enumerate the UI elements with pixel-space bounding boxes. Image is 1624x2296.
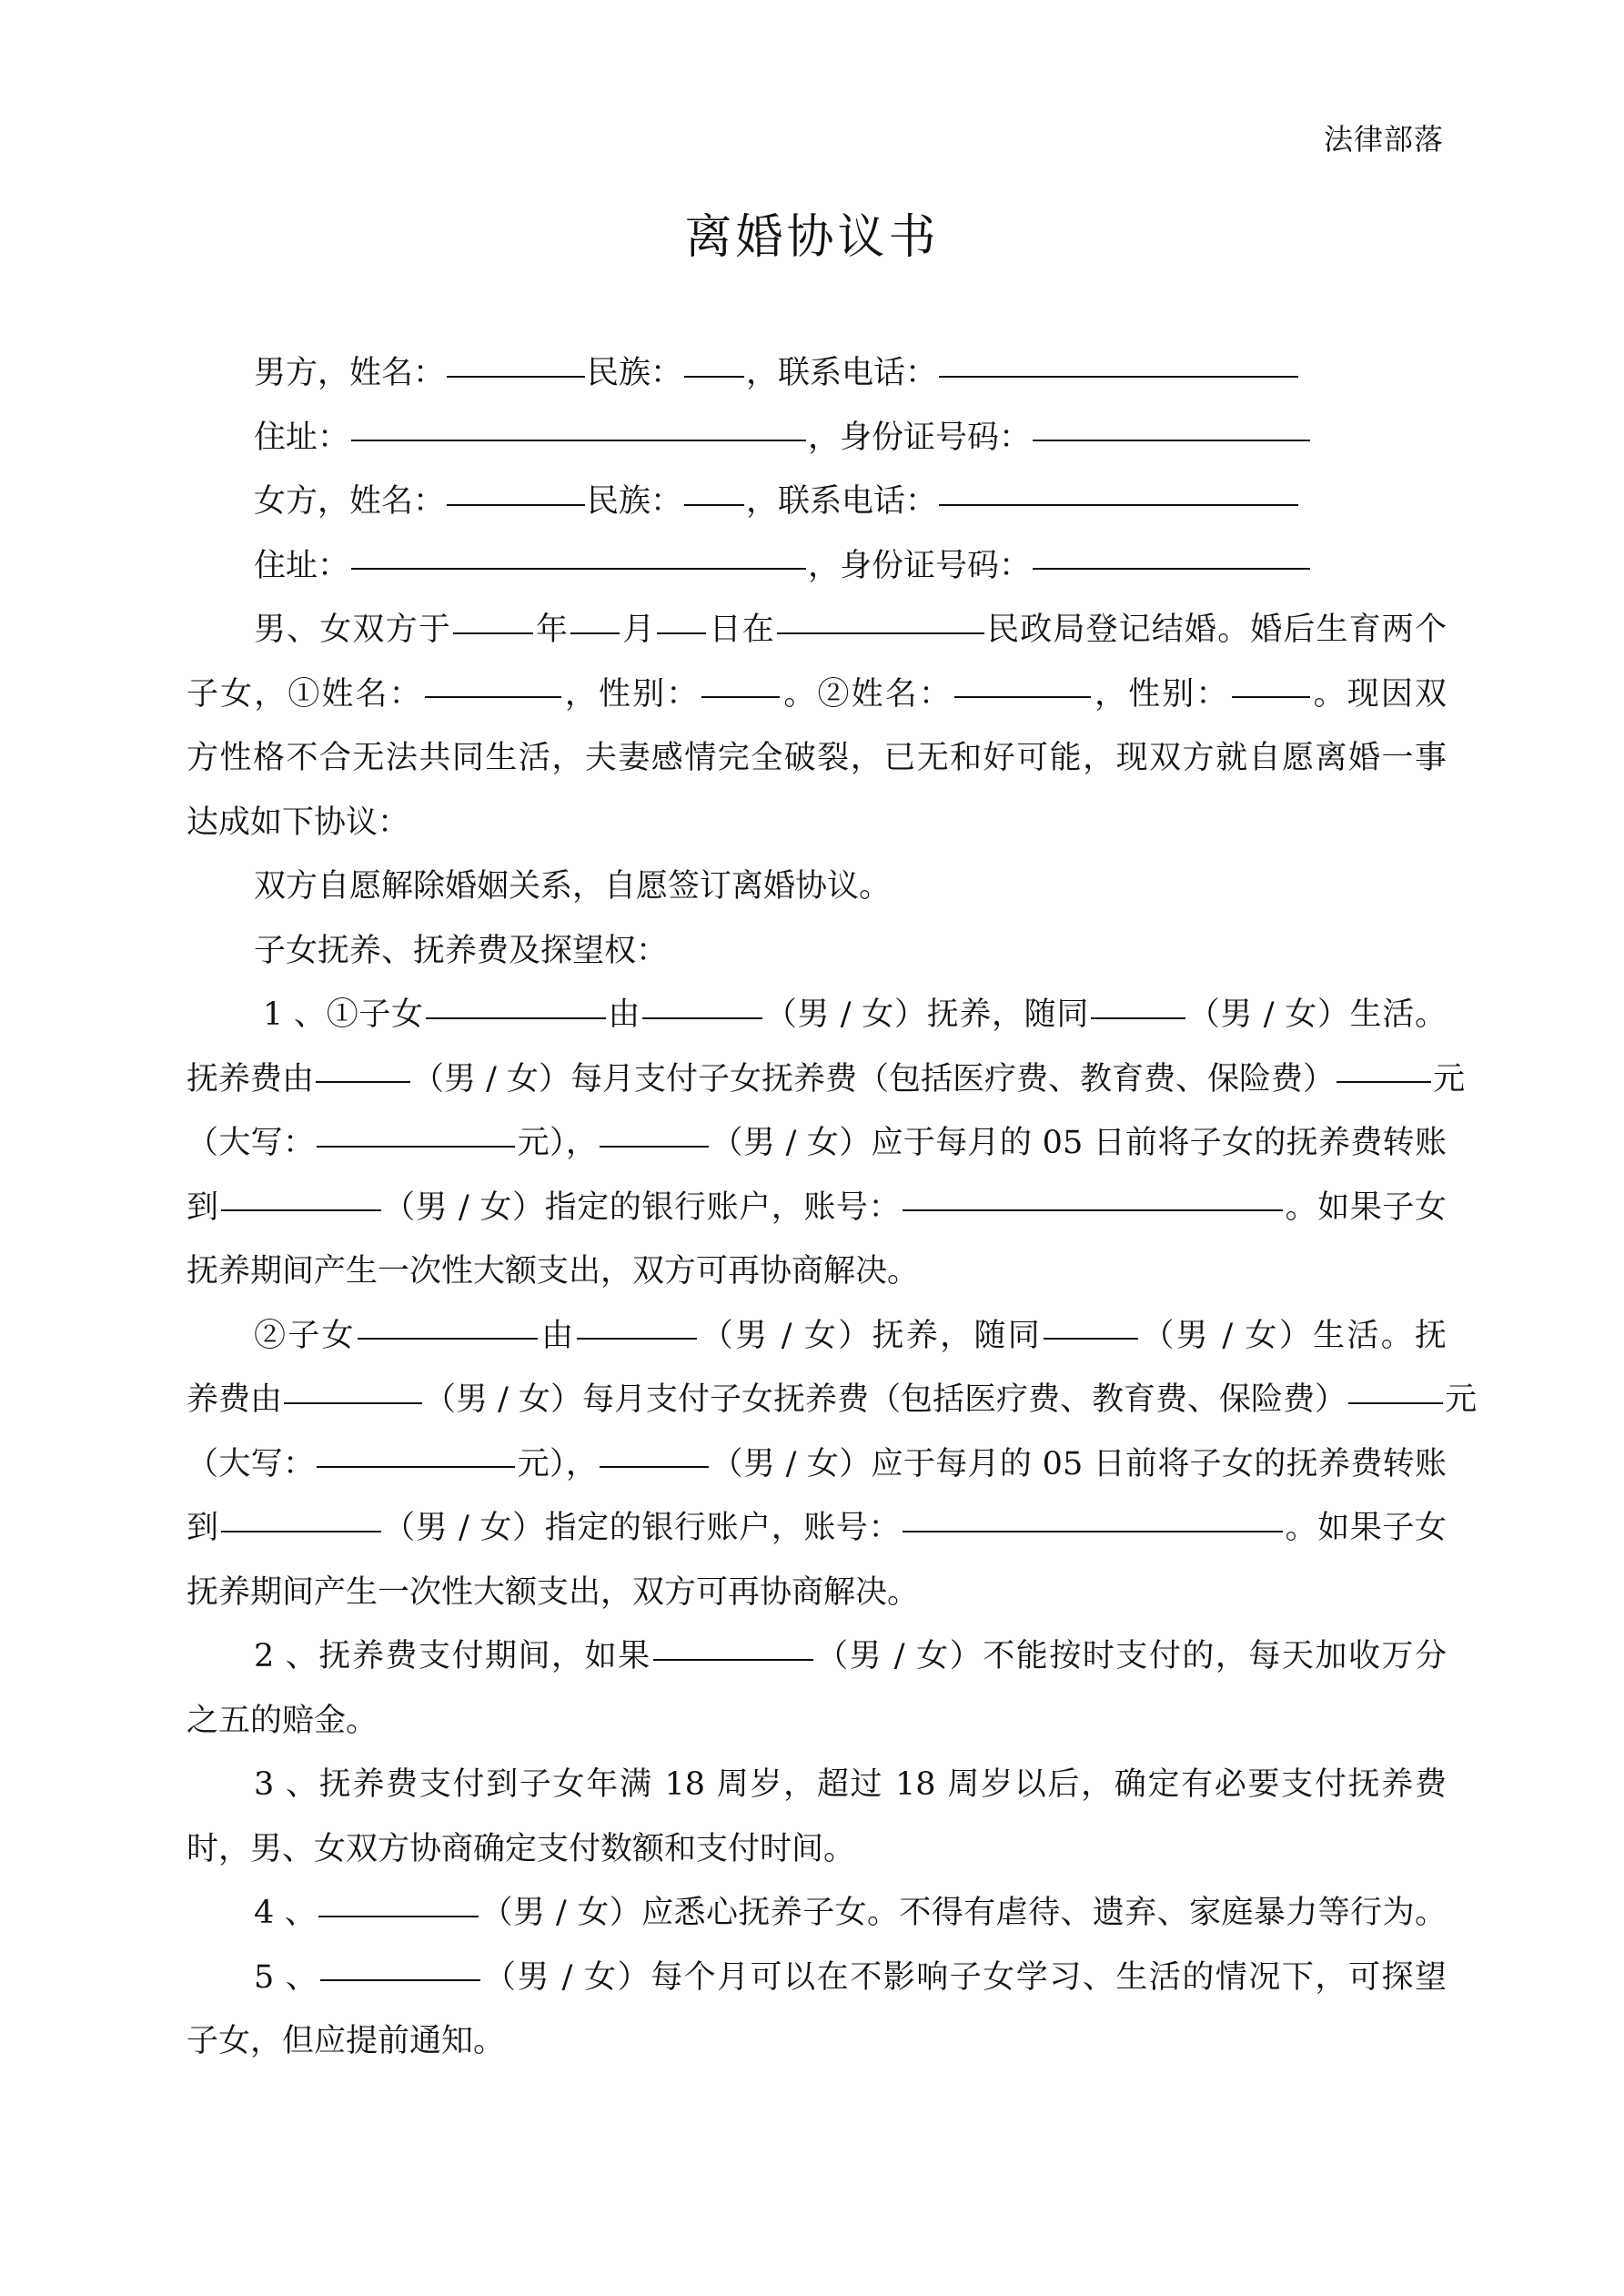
text: ②子女 bbox=[254, 1317, 356, 1354]
item2-line-2: 之五的赔金。 bbox=[187, 1702, 378, 1739]
male-address-line bbox=[187, 406, 1447, 470]
female-address-label: 住址： bbox=[254, 547, 350, 584]
female-phone-blank bbox=[939, 503, 1298, 506]
item1-livewith-blank bbox=[1091, 1017, 1185, 1019]
male-address-label: 住址： bbox=[254, 419, 350, 456]
female-phone-label: ，联系电话： bbox=[746, 483, 938, 520]
text: （男 / 女）每月支付子女抚养费（包括医疗费、教育费、保险费） bbox=[412, 1060, 1336, 1097]
item1-line-3 bbox=[187, 1111, 1447, 1176]
male-name-label: 男方，姓名： bbox=[254, 355, 446, 391]
text: （男 / 女）应于每月的 05 日前将子女的抚养费转账 bbox=[711, 1125, 1447, 1161]
text: 子女，①姓名： bbox=[187, 675, 423, 713]
female-id-label: ，身份证号码： bbox=[808, 547, 1032, 584]
item1b-line-3 bbox=[187, 1432, 1447, 1497]
text: 4 、 bbox=[254, 1895, 318, 1931]
item1-line-4 bbox=[187, 1176, 1447, 1240]
female-info-line bbox=[187, 470, 1447, 534]
text: （男 / 女）应悉心抚养子女。不得有虐待、遗弃、家庭暴力等行为。 bbox=[480, 1895, 1447, 1931]
text: （男 / 女）抚养，随同 bbox=[764, 996, 1089, 1033]
child1-name-blank bbox=[425, 695, 561, 698]
text: （男 / 女）指定的银行账户，账号： bbox=[382, 1510, 902, 1546]
text: （男 / 女）生活。抚 bbox=[1140, 1317, 1447, 1354]
text: 到 bbox=[187, 1188, 219, 1226]
item1b-line-5: 抚养期间产生一次性大额支出，双方可再协商解决。 bbox=[187, 1573, 920, 1611]
marriage-line-4: 达成如下协议： bbox=[187, 804, 410, 841]
text: （大写： bbox=[187, 1125, 316, 1161]
item4-guardian-blank bbox=[318, 1915, 479, 1917]
item1b-child-blank bbox=[358, 1337, 538, 1340]
text: 由 bbox=[539, 1317, 576, 1354]
item1b-line-1 bbox=[187, 1304, 1447, 1369]
text: 元）， bbox=[517, 1125, 599, 1161]
male-phone-blank bbox=[939, 375, 1298, 378]
child1-gender-blank bbox=[701, 695, 780, 698]
marriage-office-blank bbox=[777, 632, 984, 634]
text: 年 bbox=[534, 612, 570, 648]
text: 元）， bbox=[517, 1445, 599, 1482]
text: 。现因双 bbox=[1311, 675, 1447, 713]
item1-line-1 bbox=[187, 983, 1447, 1047]
item1b-line-4 bbox=[187, 1496, 1447, 1561]
text: 由 bbox=[607, 996, 641, 1033]
text: 养费由 bbox=[187, 1381, 283, 1418]
marriage-day-blank bbox=[657, 632, 706, 634]
item1b-amount-blank bbox=[1348, 1401, 1443, 1404]
text: ，性别： bbox=[1092, 675, 1230, 713]
female-name-blank bbox=[447, 503, 585, 506]
male-name-blank bbox=[447, 375, 585, 378]
text: （大写： bbox=[187, 1445, 316, 1482]
item1b-line-2 bbox=[187, 1368, 1478, 1432]
document-title: 离婚协议书 bbox=[684, 210, 940, 265]
item1-account-blank bbox=[903, 1209, 1283, 1211]
text: （男 / 女）指定的银行账户，账号： bbox=[382, 1188, 902, 1226]
female-address-blank bbox=[351, 567, 806, 570]
item5-visitor-blank bbox=[320, 1978, 480, 1981]
text: 日在 bbox=[708, 612, 775, 648]
male-ethnicity-label: 民族： bbox=[587, 355, 683, 391]
text: （男 / 女）应于每月的 05 日前将子女的抚养费转账 bbox=[711, 1445, 1447, 1482]
child2-name-blank bbox=[954, 695, 1091, 698]
text: ，性别： bbox=[562, 675, 701, 713]
female-ethnicity-blank bbox=[684, 503, 744, 506]
item1b-livewith-blank bbox=[1044, 1337, 1138, 1340]
document-body bbox=[187, 341, 1478, 2074]
item1b-raiser-blank bbox=[577, 1337, 697, 1340]
text: 1 、①子女 bbox=[263, 996, 424, 1033]
male-ethnicity-blank bbox=[684, 375, 744, 378]
item5-line-1 bbox=[187, 1946, 1447, 2010]
text: 抚养费由 bbox=[187, 1060, 315, 1097]
item3-line-2: 时，男、女双方协商确定支付数额和支付时间。 bbox=[187, 1830, 856, 1867]
marriage-line-3: 方性格不合无法共同生活，夫妻感情完全破裂，已无和好可能，现双方就自愿离婚一事 bbox=[187, 740, 1447, 776]
marriage-year-blank bbox=[453, 632, 533, 634]
item5-line-2: 子女，但应提前通知。 bbox=[187, 2023, 506, 2059]
header-note: 法律部落 bbox=[1323, 122, 1444, 157]
item1-payer-blank bbox=[316, 1080, 410, 1083]
item1b-transferer-blank bbox=[600, 1465, 709, 1468]
text: 5 、 bbox=[254, 1958, 319, 1996]
item1-amount-words-blank bbox=[317, 1145, 515, 1148]
item1-recipient-blank bbox=[221, 1209, 381, 1211]
male-id-label: ，身份证号码： bbox=[808, 419, 1032, 456]
text: 元 bbox=[1433, 1060, 1466, 1097]
male-address-blank bbox=[351, 439, 806, 441]
text: 月 bbox=[621, 612, 656, 648]
female-name-label: 女方，姓名： bbox=[254, 483, 446, 520]
marriage-line-2 bbox=[187, 663, 1447, 727]
text: （男 / 女）每个月可以在不影响子女学习、生活的情况下，可探望 bbox=[482, 1958, 1447, 1996]
text: 男、女双方于 bbox=[254, 612, 451, 648]
text: 。如果子女 bbox=[1285, 1188, 1447, 1226]
female-address-line bbox=[187, 534, 1447, 599]
item1b-payer-blank bbox=[284, 1401, 422, 1404]
text: （男 / 女）不能按时支付的，每天加收万分 bbox=[814, 1638, 1447, 1674]
item1-line-5: 抚养期间产生一次性大额支出，双方可再协商解决。 bbox=[187, 1253, 920, 1290]
text: 。②姓名： bbox=[782, 675, 953, 713]
item2-line-1 bbox=[187, 1624, 1447, 1689]
item1-raiser-blank bbox=[642, 1017, 762, 1019]
item1b-amount-words-blank bbox=[317, 1465, 515, 1468]
text: （男 / 女）每月支付子女抚养费（包括医疗费、教育费、保险费） bbox=[424, 1381, 1347, 1418]
male-id-blank bbox=[1033, 439, 1310, 441]
marriage-month-blank bbox=[570, 632, 620, 634]
item1-transferer-blank bbox=[600, 1145, 709, 1148]
child2-gender-blank bbox=[1232, 695, 1310, 698]
clause-dissolve: 双方自愿解除婚姻关系，自愿签订离婚协议。 bbox=[254, 868, 892, 905]
female-ethnicity-label: 民族： bbox=[587, 483, 683, 520]
item1-amount-blank bbox=[1337, 1080, 1431, 1083]
male-phone-label: ，联系电话： bbox=[746, 355, 938, 391]
text: 到 bbox=[187, 1510, 219, 1546]
item1-child-blank bbox=[426, 1017, 606, 1019]
text: 元 bbox=[1445, 1381, 1478, 1418]
text: 民政局登记结婚。婚后生育两个 bbox=[985, 612, 1447, 648]
item1b-recipient-blank bbox=[221, 1530, 381, 1532]
marriage-line-1 bbox=[187, 598, 1447, 663]
female-id-blank bbox=[1033, 567, 1310, 570]
item1b-account-blank bbox=[903, 1530, 1283, 1532]
section-custody-heading: 子女抚养、抚养费及探望权： bbox=[254, 932, 669, 969]
male-info-line bbox=[187, 341, 1447, 406]
text: 2 、抚养费支付期间，如果 bbox=[254, 1638, 651, 1674]
text: （男 / 女）生活。 bbox=[1187, 996, 1447, 1033]
item3-line-1: 3 、抚养费支付到子女年满 18 周岁，超过 18 周岁以后，确定有必要支付抚养费 bbox=[254, 1766, 1447, 1803]
item2-payer-blank bbox=[653, 1658, 813, 1661]
item4-line-1 bbox=[187, 1881, 1447, 1946]
text: 。如果子女 bbox=[1285, 1510, 1447, 1546]
text: （男 / 女）抚养，随同 bbox=[699, 1317, 1043, 1354]
item1-line-2 bbox=[187, 1047, 1466, 1112]
